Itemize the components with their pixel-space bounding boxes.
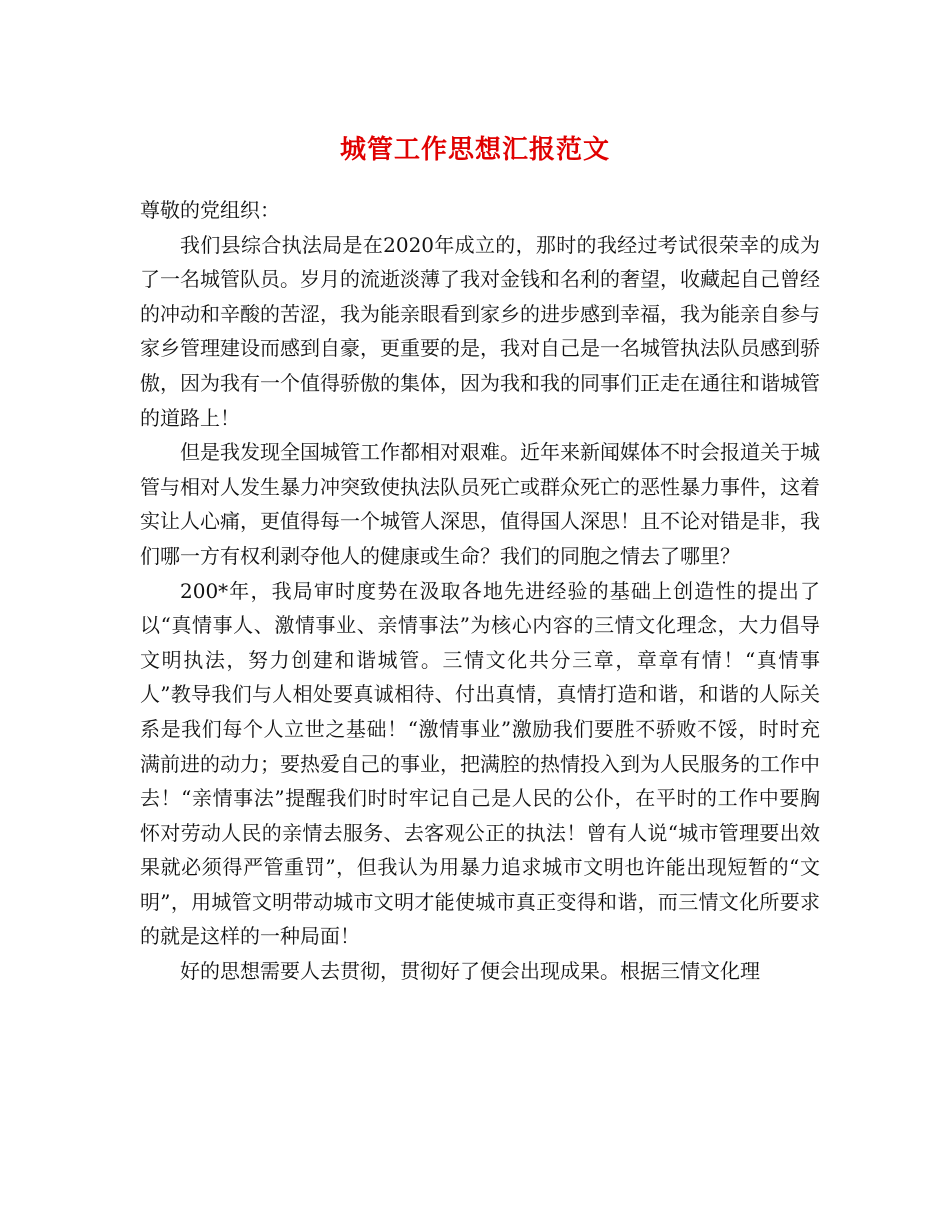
paragraph-2: 但是我发现全国城管工作都相对艰难。近年来新闻媒体不时会报道关于城管与相对人发生暴力冲突致使执法队员死亡或群众死亡的恶性暴力事件，这着实让人心痛，更值得每一个城管人深思，值得国人深思！且不论对错是非，我们哪一方有权利剥夺他人的健康或生命？我们的同胞之情去了哪里？ (140, 440, 820, 568)
paragraph-1: 我们县综合执法局是在2020年成立的，那时的我经过考试很荣幸的成为了一名城管队员。岁月的流逝淡薄了我对金钱和名利的奢望，收藏起自己曾经的冲动和辛酸的苦涩，我为能亲眼看到家乡的进步感到幸福，我为能亲自参与家乡管理建设而感到自豪，更重要的是，我对自己是一名城管执法队员感到骄傲，因为我有一个值得骄傲的集体，因为我和我的同事们正走在通往和谐城管的道路上！ (140, 232, 820, 430)
document-title: 城管工作思想汇报范文 (339, 135, 610, 165)
salutation: 尊敬的党组织： (140, 198, 280, 222)
document-body (140, 193, 820, 989)
paragraph-4: 好的思想需要人去贯彻，贯彻好了便会出现成果。根据三情文化理 (180, 959, 760, 984)
paragraph-3: 200*年，我局审时度势在汲取各地先进经验的基础上创造性的提出了以“真情事人、激情事业、亲情事法”为核心内容的三情文化理念，大力倡导文明执法，努力创建和谐城管。三情文化共分三章，章章有情！“真情事人”教导我们与人相处要真诚相待、付出真情，真情打造和谐，和谐的人际关系是我们每个人立世之基础！“激情事业”激励我们要胜不骄败不馁，时时充满前进的动力；要热爱自己的事业，把满腔的热情投入到为人民服务的工作中去！“亲情事法”提醒我们时时牢记自己是人民的公仆，在平时的工作中要胸怀对劳动人民的亲情去服务、去客观公正的执法！曾有人说“城市管理要出效果就必须得严管重罚”，但我认为用暴力追求城市文明也许能出现短暂的“文明”，用城管文明带动城市文明才能使城市真正变得和谐，而三情文化所要求的就是这样的一种局面！ (140, 578, 820, 949)
